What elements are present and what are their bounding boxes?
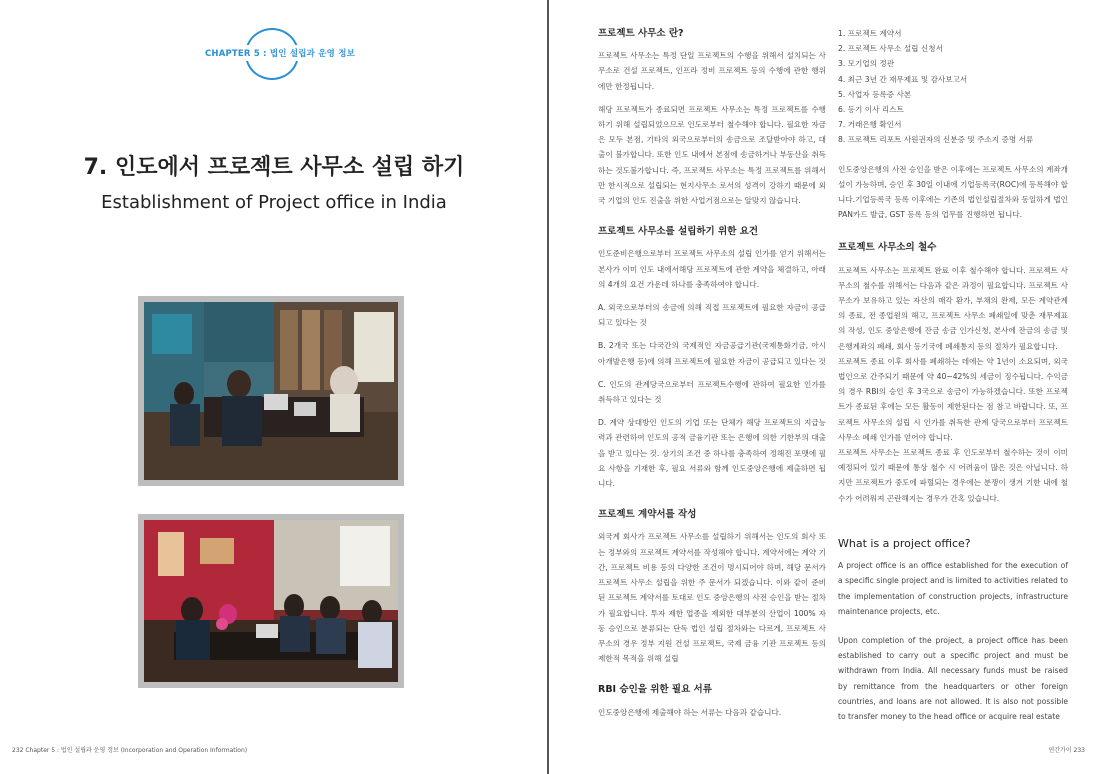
list-item: 1. 프로젝트 계약서 xyxy=(838,29,902,38)
paragraph: 프로젝트 종료 이후 회사를 폐쇄하는 데에는 약 1년이 소요되며, 외국 법인으로 간주되기 때문에 약 40~42%의 세금이 징수됩니다. 수익금의 경우 RBI의 승인 후 3국으로 송금이 가능하겠습니다. 또한 프로젝트가 종료된 후에는 모든 활동이 제한된다는 점 참고 바랍니다. 또, 프로젝트 사무소의 설립 시 인가를 취득한 관계 당국으로부터 프로젝트 사무소 폐쇄 인가를 얻어야 합니다. xyxy=(838,356,1068,442)
list-item: 3. 모기업의 정관 xyxy=(838,59,895,69)
right-page xyxy=(549,0,1095,774)
requirement-b: B. 2개국 또는 다국간의 국제적인 자금공급기관(국제통화기금, 아시아개발은행 등)에 의해 프로젝트에 필요한 자금이 공급되고 있다는 것 xyxy=(598,341,826,366)
list-item: 4. 최근 3년 간 재무제표 및 감사보고서 xyxy=(838,74,968,84)
paragraph-english: Upon completion of the project, a project office has been established to carry out a specific project and must be withdrawn from India. All necessary funds must be raised by remittance from the headquarters or other foreign countries, and loans are not allowed. It is also not possible to transfer money to the head office or acquire real estate xyxy=(838,635,1068,721)
paragraph: 프로젝트 사무소는 특정 단일 프로젝트의 수행을 위해서 설치되는 사무소로 건설 프로젝트, 인프라 정비 프로젝트 등의 수행에 관한 행위에만 한정됩니다. xyxy=(598,51,826,91)
section-heading-requirements: 프로젝트 사무소를 설립하기 위한 요건 xyxy=(598,226,759,238)
paragraph: 인도준비은행으로부터 프로젝트 사무소의 설립 인가를 얻기 위해서는 본사가 이미 인도 내에서해당 프로젝트에 관한 계약을 체결하고, 아래의 4개의 요건 가운데 하나를 충족하여야 합니다. xyxy=(598,249,826,289)
list-item: 7. 거래은행 확인서 xyxy=(838,120,902,130)
paragraph: 해당 프로젝트가 종료되면 프로젝트 사무소는 특정 프로젝트를 수행하기 위해 설립되었으므로 인도로부터 철수해야 합니다. 필요한 자금은 모두 본점, 기타의 외국으로부터의 송금으로 조달받아야 하고, 대출이 불가합니다. 또한 인도 내에서 본점에 송금하거나 부동산을 취득하는 것도불가합니다. 즉, 프로젝트 사무소는 특정 프로젝트를 위해서만 한시적으로 설립되는 현지사무소 로서의 성격이 강하기 때문에 외국 기업의 인도 진출을 위한 사업거점으로는 알맞지 않습니다. xyxy=(598,104,826,206)
office-photo-2 xyxy=(138,514,404,688)
section-heading-english: What is a project office? xyxy=(838,536,971,550)
paragraph: 인도중앙은행에 제출해야 하는 서류는 다음과 같습니다. xyxy=(598,707,782,717)
chapter-label: CHAPTER 5 : 법인 설립과 운영 정보 xyxy=(190,45,370,61)
office-photo-1-image xyxy=(144,302,398,480)
paragraph: 프로젝트 사무소는 프로젝트 종료 후 인도로부터 철수하는 것이 이미 예정되어 있기 때문에 통상 철수 시 어려움이 많은 것은 아닙니다. 하지만 프로젝트가 중도에 파혈되는 경우에는 분쟁이 생겨 기한 내에 철수가 어려워져 곤란해지는 경우가 간혹 있습니다. xyxy=(838,448,1068,503)
title-korean: 7. 인도에서 프로젝트 사무소 설립 하기 xyxy=(83,155,465,180)
section-heading-rbi-docs: RBI 승인을 위한 필요 서류 xyxy=(598,684,712,696)
footer-left: 232 Chapter 5 : 법인 설립과 운영 정보 (Incorporation and Operation Information) xyxy=(12,747,248,754)
requirement-d: D. 계약 상대방인 인도의 기업 또는 단체가 해당 프로젝트의 지급능력과 관련하여 인도의 공적 금융기관 또는 은행에 의한 기한부의 대출을 받고 있다는 것. 상기의 조건 중 하나를 충족하여 정해진 포맷에 필요 사항을 기재한 후, 필요 서류와 함께 인도중앙은행에 제출하면 됩니다. xyxy=(598,418,826,489)
right-column-1 xyxy=(598,26,826,728)
list-item: 8. 프로젝트 리포트 사원권자의 신분증 및 주소지 증명 서류 xyxy=(838,135,1034,145)
list-item: 5. 사업자 등록증 사본 xyxy=(838,89,912,99)
office-photo-2-image xyxy=(144,520,398,682)
list-item: 6. 등기 이사 리스트 xyxy=(838,105,904,115)
paragraph: 외국계 회사가 프로젝트 사무소를 설립하기 위해서는 인도의 회사 또는 정부와의 프로젝트 계약서를 작성해야 합니다. 계약서에는 계약 기간, 프로젝트 비용 등의 다양한 조건이 명시되어야 하며, 해당 문서가 프로젝트 사무소 설립을 위한 주 문서가 되겠습니다. 이와 같이 준비된 프로젝트 계약서를 토대로 인도 중앙은행의 사전 승인을 받는 절차가 필요합니다. 투자 제한 업종을 제외한 대부분의 산업이 100% 자동 승인으로 분류되는 단독 법인 설립 절차와는 다르게, 프로젝트 사무소의 경우 정부 지원 건설 프로젝트, 국제 금융 기관 프로젝트 등의 제한적 목적을 위해 설립 xyxy=(598,532,826,664)
required-documents-list xyxy=(838,26,1068,148)
section-heading-contract: 프로젝트 계약서를 작성 xyxy=(598,509,697,521)
requirement-a: A. 외국으로부터의 송금에 의해 직접 프로젝트에 필요한 자금이 공급되고 있다는 것 xyxy=(598,303,826,328)
footer-right: 연간가이 233 xyxy=(1048,747,1085,754)
right-column-2 xyxy=(838,26,1068,732)
paragraph: 인도중앙은행의 사전 승인을 받은 이후에는 프로젝트 사무소의 계좌개설이 가능하며, 승인 후 30일 이내에 기업등록국(ROC)에 등록해야 합니다.기업등록국 등록 이후에는 기존의 법인설립절차와 동일하게 법인 PAN카드 발급, GST 등록 등의 업무를 진행하면 됩니다. xyxy=(838,164,1068,220)
paragraph: 프로젝트 사무소는 프로젝트 완료 이후 철수해야 합니다. 프로젝트 사무소의 철수를 위해서는 다음과 같은 과정이 필요합니다. 프로젝트 사무소가 보유하고 있는 자산의 매각 환가, 부채의 완제, 모든 계약관계의 종료, 전 종업원의 해고, 프로젝트 사무소 폐쇄일에 맞춘 재무제표의 작성, 인도 중앙은행에 잔금 송금 인가신청, 본사에 잔금의 송금 및 은행계좌의 폐쇄, 회사 등기국에 폐쇄통지 등의 절차가 필요합니다. xyxy=(838,265,1068,351)
office-photo-1 xyxy=(138,296,404,486)
paragraph-english: A project office is an office established for the execution of a specific single project and is limited to activities related to the implementation of construction projects, infrastructure maintenance projects, etc. xyxy=(838,561,1068,616)
section-heading-what-is: 프로젝트 사무소 란? xyxy=(598,28,684,39)
title-english: Establishment of Project office in India xyxy=(101,192,447,213)
list-item: 2. 프로젝트 사무소 설립 신청서 xyxy=(838,44,943,54)
requirement-c: C. 인도의 관계당국으로부터 프로젝트수행에 관하여 필요한 인가를 취득하고 있다는 것 xyxy=(598,379,826,405)
section-heading-withdrawal: 프로젝트 사무소의 철수 xyxy=(838,242,937,254)
